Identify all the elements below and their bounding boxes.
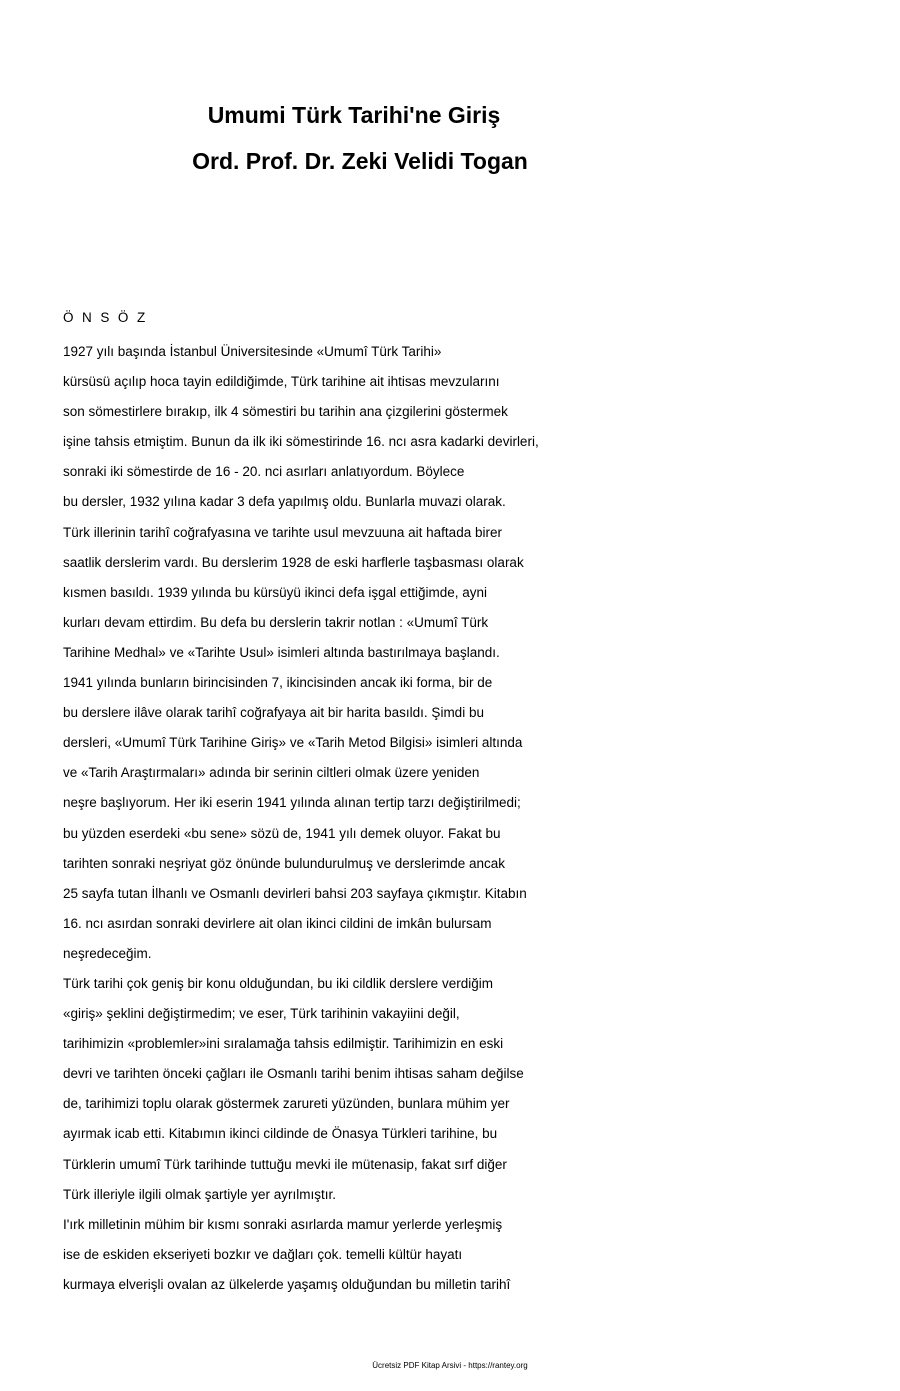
text-line: Türk tarihi çok geniş bir konu olduğundan, bu iki cildlik derslere verdiğim: [63, 975, 493, 991]
text-line: son sömestirlere bırakıp, ilk 4 sömestiri bu tarihin ana çizgilerini göstermek: [63, 404, 508, 420]
text-line: I'ırk milletinin mühim bir kısmı sonraki asırlarda mamur yerlerde yerleşmiş: [63, 1216, 503, 1232]
text-line: 16. ncı asırdan sonraki devirlere ait olan ikinci cildini de imkân bulursam: [63, 915, 492, 931]
text-line: 25 sayfa tutan İlhanlı ve Osmanlı devirleri bahsi 203 sayfaya çıkmıştır. Kitabın: [63, 885, 527, 901]
text-line: saatlik derslerim vardı. Bu derslerim 1928 de eski harflerle taşbasması olarak: [63, 554, 524, 570]
text-line: kurmaya elverişli ovalan az ülkelerde yaşamış olduğundan bu milletin tarihî: [63, 1276, 511, 1292]
text-line: Türk illeriyle ilgili olmak şartiyle yer ayrılmıştır.: [63, 1186, 337, 1202]
text-line: tarihimizin «problemler»ini sıralamağa tahsis edilmiştir. Tarihimizin en eski: [63, 1036, 504, 1052]
body-text: [63, 337, 623, 1300]
text-line: kısmen basıldı. 1939 yılında bu kürsüyü ikinci defa işgal ettiğimde, ayni: [63, 584, 487, 600]
text-line: devri ve tarihten önceki çağları ile Osmanlı tarihi benim ihtisas saham değilse: [63, 1066, 524, 1082]
text-line: «giriş» şeklini değiştirmedim; ve eser, Türk tarihinin vakayiini değil,: [63, 1006, 460, 1022]
text-line: Türklerin umumî Türk tarihinde tuttuğu mevki ile mütenasip, fakat sırf diğer: [63, 1156, 507, 1172]
text-line: bu yüzden eserdeki «bu sene» sözü de, 1941 yılı demek oluyor. Fakat bu: [63, 825, 501, 841]
text-line: ve «Tarih Araştırmaları» adında bir serinin ciltleri olmak üzere yeniden: [63, 765, 480, 781]
text-line: işine tahsis etmiştim. Bunun da ilk iki sömestirinde 16. ncı asra kadarki devirleri,: [63, 434, 539, 450]
text-line: kurları devam ettirdim. Bu defa bu derslerin takrir notlan : «Umumî Türk: [63, 614, 489, 630]
footer-watermark: Ücretsiz PDF Kitap Arsivi - https://rantey.org: [372, 1361, 528, 1370]
document-author: Ord. Prof. Dr. Zeki Velidi Togan: [192, 148, 528, 174]
text-line: 1927 yılı başında İstanbul Üniversitesinde «Umumî Türk Tarihi»: [63, 344, 442, 359]
text-line: tarihten sonraki neşriyat göz önünde bulundurulmuş ve derslerimde ancak: [63, 855, 505, 871]
text-line: ise de eskiden ekseriyeti bozkır ve dağları çok. temelli kültür hayatı: [63, 1246, 463, 1262]
text-line: kürsüsü açılıp hoca tayin edildiğimde, Türk tarihine ait ihtisas mevzularını: [63, 374, 500, 390]
text-line: dersleri, «Umumî Türk Tarihine Giriş» ve «Tarih Metod Bilgisi» isimleri altında: [63, 735, 523, 751]
text-line: bu derslere ilâve olarak tarihî coğrafyaya ait bir harita basıldı. Şimdi bu: [63, 705, 484, 721]
text-line: Türk illerinin tarihî coğrafyasına ve tarihte usul mevzuuna ait haftada birer: [63, 524, 502, 540]
text-line: bu dersler, 1932 yılına kadar 3 defa yapılmış oldu. Bunlarla muvazi olarak.: [63, 494, 506, 510]
text-line: de, tarihimizi toplu olarak göstermek zarureti yüzünden, bunlara mühim yer: [63, 1096, 510, 1112]
text-line: 1941 yılında bunların birincisinden 7, ikincisinden ancak iki forma, bir de: [63, 675, 493, 691]
section-heading: Ö N S Ö Z: [63, 310, 148, 325]
text-line: Tarihine Medhal» ve «Tarihte Usul» isimleri altında bastırılmaya başlandı.: [63, 644, 500, 660]
document-title: Umumi Türk Tarihi'ne Giriş: [207, 102, 501, 128]
text-line: neşre başlıyorum. Her iki eserin 1941 yılında alınan tertip tarzı değiştirilmedi;: [63, 795, 521, 811]
text-line: ayırmak icab etti. Kitabımın ikinci cildinde de Önasya Türkleri tarihine, bu: [63, 1126, 498, 1142]
text-line: sonraki iki sömestirde de 16 - 20. nci asırları anlatıyordum. Böylece: [63, 464, 465, 480]
text-line: neşredeceğim.: [63, 945, 152, 961]
